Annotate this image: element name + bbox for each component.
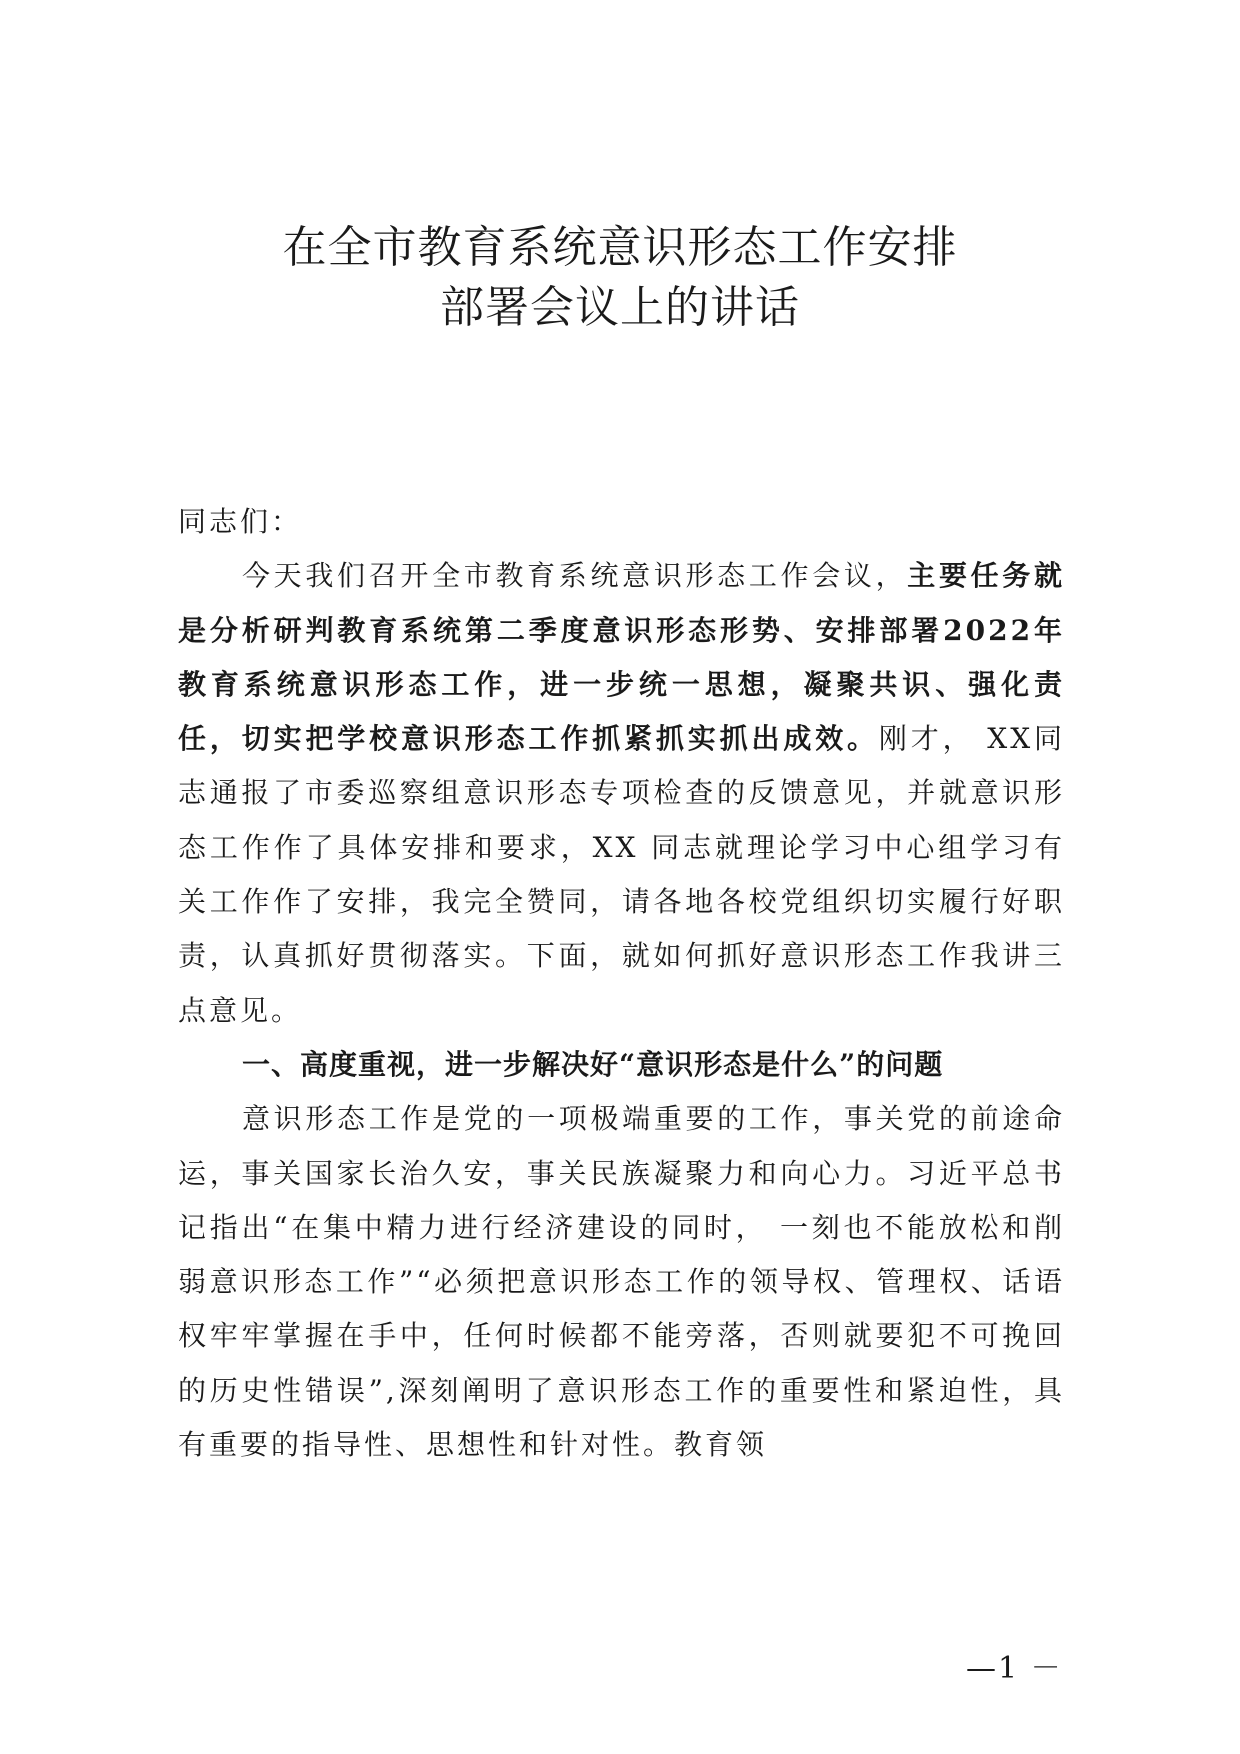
section-heading-1: 一、高度重视，进一步解决好“意识形态是什么”的问题 [242, 1047, 944, 1081]
paragraph-intro-rest: 刚才， XX同志通报了市委巡察组意识形态专项检查的反馈意见，并就意识形态工作作了具体安排和要求，XX 同志就理论学习中心组学习有关工作作了安排，我完全赞同，请各地各校党组织切实履行好职责，认真抓好贯彻落实。下面，就如何抓好意识形态工作我讲三点意见。 [178, 722, 1065, 1027]
page-number: —1 － [966, 1651, 1063, 1686]
document-body [178, 495, 1065, 1472]
salutation: 同志们： [178, 505, 303, 538]
paragraph-section-1: 意识形态工作是党的一项极端重要的工作，事关党的前途命运，事关国家长治久安，事关民族凝聚力和向心力。习近平总书记指出“在集中精力进行经济建设的同时， 一刻也不能放松和削弱意识形态工作”“必须把意识形态工作的领导权、管理权、话语权牢牢掌握在手中，任何时候都不能旁落，否则就要犯不可挽回的历史性错误”,深刻阐明了意识形态工作的重要性和紧迫性，具有重要的指导性、思想性和针对性。教育领 [178, 1102, 1065, 1462]
paragraph-intro-lead: 今天我们召开全市教育系统意识形态工作会议， [242, 559, 908, 593]
paragraph-intro-emphasis: 主要任务就是分析研判教育系统第二季度意识形态形势、安排部署2022年教育系统意识形态工作，进一步统一思想，凝聚共识、强化责任，切实把学校意识形态工作抓紧抓实抓出成效。 [178, 559, 1065, 756]
title-line-2: 部署会议上的讲话 [440, 282, 800, 333]
document-title [0, 218, 1240, 338]
paragraph-intro [178, 549, 1065, 1038]
title-line-1: 在全市教育系统意识形态工作安排 [282, 222, 958, 273]
